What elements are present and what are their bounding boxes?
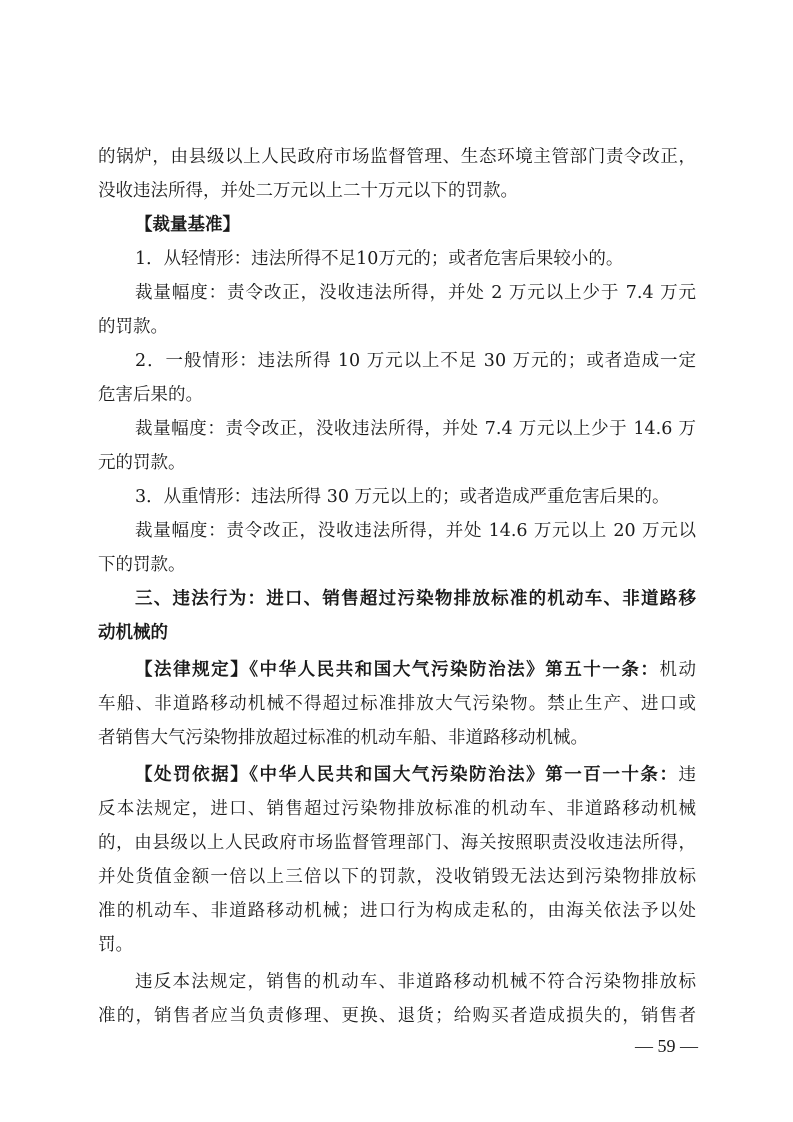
section-heading-discretion: 【裁量基准】 [135, 215, 240, 235]
law-rule-text: 机动 [659, 660, 696, 680]
penalty-basis-line: 罚。 [98, 935, 133, 955]
paragraph-line: 裁量幅度：责令改正，没收违法所得，并处 14.6 万元以上 20 万元以 [135, 521, 696, 541]
page-number: — 59 — [635, 1036, 698, 1056]
penalty-basis-line: 准的机动车、非道路移动机械；进口行为构成走私的，由海关依法予以处 [98, 901, 696, 921]
section-heading-violation-cont: 动机械的 [98, 623, 168, 643]
law-rule-heading: 【法律规定】《中华人民共和国大气污染防治法》第五十一条： [135, 660, 660, 680]
penalty-basis-line: 并处货值金额一倍以上三倍以下的罚款，没收销毁无法达到污染物排放标 [98, 867, 696, 887]
paragraph-line: 2．一般情形：违法所得 10 万元以上不足 30 万元的；或者造成一定 [135, 351, 696, 371]
law-rule-line [98, 653, 696, 687]
page-body [98, 140, 696, 1033]
paragraph-line: 危害后果的。 [98, 385, 203, 405]
paragraph-line: 的锅炉，由县级以上人民政府市场监督管理、生态环境主管部门责令改正， [98, 147, 696, 167]
penalty-basis-heading: 【处罚依据】《中华人民共和国大气污染防治法》第一百一十条： [135, 765, 679, 785]
penalty-basis-text: 违 [678, 765, 696, 785]
penalty-basis-line [98, 758, 696, 792]
paragraph-line: 元的罚款。 [98, 453, 186, 473]
penalty-basis-line: 的，由县级以上人民政府市场监督管理部门、海关按照职责没收违法所得， [98, 833, 696, 853]
paragraph-line: 没收违法所得，并处二万元以上二十万元以下的罚款。 [98, 181, 518, 201]
paragraph-line: 裁量幅度：责令改正，没收违法所得，并处 2 万元以上少于 7.4 万元 [135, 283, 696, 303]
law-rule-line: 者销售大气污染物排放超过标准的机动车船、非道路移动机械。 [98, 728, 588, 748]
paragraph-line: 违反本法规定，销售的机动车、非道路移动机械不符合污染物排放标 [135, 972, 696, 992]
paragraph-line: 裁量幅度：责令改正，没收违法所得，并处 7.4 万元以上少于 14.6 万 [135, 419, 696, 439]
paragraph-line: 3．从重情形：违法所得 30 万元以上的；或者造成严重危害后果的。 [135, 487, 670, 507]
penalty-basis-line: 反本法规定，进口、销售超过污染物排放标准的机动车、非道路移动机械 [98, 799, 696, 819]
section-heading-violation: 三、违法行为：进口、销售超过污染物排放标准的机动车、非道路移 [135, 589, 696, 609]
paragraph-line: 的罚款。 [98, 317, 168, 337]
paragraph-line: 准的，销售者应当负责修理、更换、退货；给购买者造成损失的，销售者 [98, 1006, 696, 1026]
paragraph-line: 1．从轻情形：违法所得不足10万元的；或者危害后果较小的。 [135, 249, 624, 269]
paragraph-line: 下的罚款。 [98, 555, 186, 575]
law-rule-line: 车船、非道路移动机械不得超过标准排放大气污染物。禁止生产、进口或 [98, 694, 696, 714]
